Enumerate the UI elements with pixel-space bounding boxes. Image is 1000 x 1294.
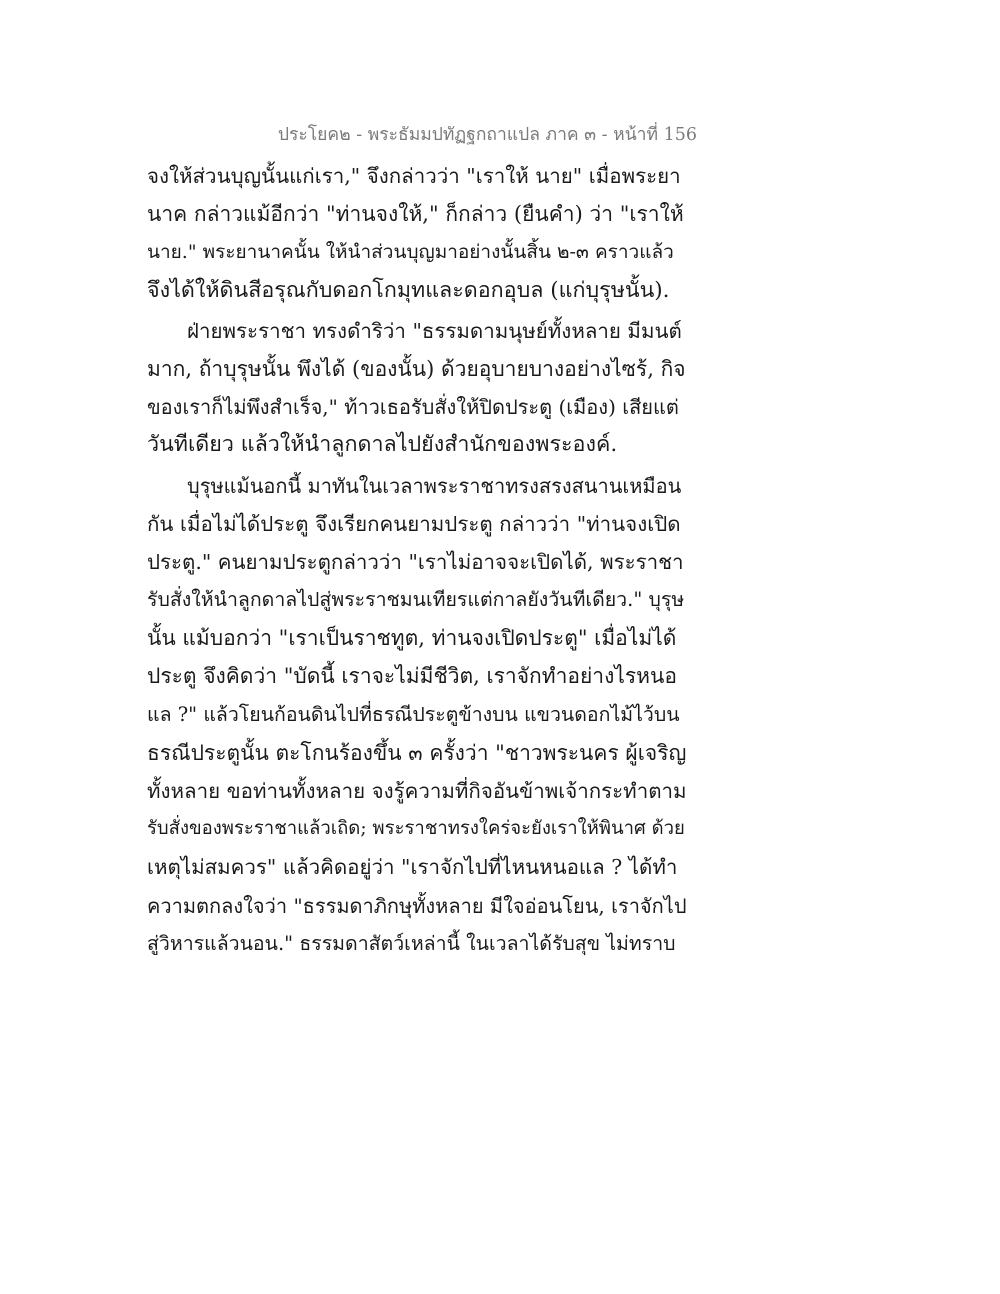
text-line: ประตู จึงคิดว่า "บัดนี้ เราจะไม่มีชีวิต, เราจักทำอย่างไรหนอ: [147, 664, 677, 689]
running-header: ประโยค๒ - พระธัมมปทัฏฐกถาแปล ภาค ๓ - หน้าที่ 156: [277, 125, 697, 145]
text-line: บุรุษแม้นอกนี้ มาทันในเวลาพระราชาทรงสรงสนานเหมือน: [187, 473, 682, 498]
text-line: ของเราก็ไม่พึงสำเร็จ," ท้าวเธอรับสั่งให้ปิดประตู (เมือง) เสียแต่: [147, 395, 679, 420]
text-line: นั้น แม้บอกว่า "เราเป็นราชทูต, ท่านจงเปิดประตู" เมื่อไม่ได้: [147, 626, 677, 651]
text-line: นาย." พระยานาคนั้น ให้นำส่วนบุญมาอย่างนั้นสิ้น ๒-๓ คราวแล้ว: [147, 241, 674, 264]
text-line: แล ?" แล้วโยนก้อนดินไปที่ธรณีประตูข้างบน แขวนดอกไม้ไว้บน: [147, 702, 680, 726]
text-line: รับสั่งของพระราชาแล้วเถิด; พระราชาทรงใคร่จะยังเราให้พินาศ ด้วย: [147, 818, 685, 840]
text-line: สู่วิหารแล้วนอน." ธรรมดาสัตว์เหล่านี้ ในเวลาได้รับสุข ไม่ทราบ: [147, 931, 676, 955]
text-line: ทั้งหลาย ขอท่านทั้งหลาย จงรู้ความที่กิจอันข้าพเจ้ากระทำตาม: [147, 779, 687, 803]
text-line: เหตุไม่สมควร" แล้วคิดอยู่ว่า "เราจักไปที่ไหนหนอแล ? ได้ทำ: [147, 855, 678, 880]
paragraph-2: [147, 312, 687, 465]
text-line: ความตกลงใจว่า "ธรรมดาภิกษุทั้งหลาย มีใจอ่อนโยน, เราจักไป: [147, 893, 687, 918]
body-text: [147, 157, 687, 963]
text-line: ธรณีประตูนั้น ตะโกนร้องขึ้น ๓ ครั้งว่า "ชาวพระนคร ผู้เจริญ: [147, 740, 687, 765]
text-line: วันทีเดียว แล้วให้นำลูกดาลไปยังสำนักของพระองค์.: [147, 432, 618, 458]
text-line: ฝ่ายพระราชา ทรงดำริว่า "ธรรมดามนุษย์ทั้งหลาย มีมนต์: [187, 318, 682, 343]
paragraph-3: [147, 467, 687, 963]
text-line: จงให้ส่วนบุญนั้นแก่เรา," จึงกล่าวว่า "เราให้ นาย" เมื่อพระยา: [147, 164, 681, 188]
text-line: นาค กล่าวแม้อีกว่า "ท่านจงให้," ก็กล่าว (ยืนคำ) ว่า "เราให้: [147, 202, 684, 227]
paragraph-1: [147, 157, 687, 310]
text-line: รับสั่งให้นำลูกดาลไปสู่พระราชมนเทียรแต่กาลยังวันทีเดียว." บุรุษ: [147, 588, 685, 612]
text-line: กัน เมื่อไม่ได้ประตู จึงเรียกคนยามประตู กล่าวว่า "ท่านจงเปิด: [147, 511, 681, 536]
text-line: มาก, ถ้าบุรุษนั้น พึงได้ (ของนั้น) ด้วยอุบายบางอย่างไซร้, กิจ: [147, 356, 686, 381]
text-line: ประตู." คนยามประตูกล่าวว่า "เราไม่อาจจะเปิดได้, พระราชา: [147, 549, 684, 574]
text-line: จึงได้ให้ดินสีอรุณกับดอกโกมุทและดอกอุบล (แก่บุรุษนั้น).: [147, 277, 670, 303]
